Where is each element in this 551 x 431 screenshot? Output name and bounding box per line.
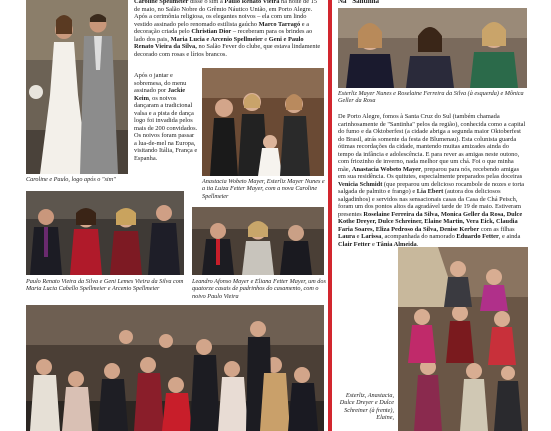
highlighted-name: Paulo Renato Vieira: [224, 0, 280, 5]
highlighted-name: Caroline Spellmeier: [134, 0, 189, 5]
text-run: na noite de 15 de maio, no Salão Nobre do Grêmio Náutico União, em Porto Alegre. Após a cerimônia religiosa, os elegantes noivos – ela com um lindo vestido assinado pelo renomado estilista gaúcho: [134, 0, 318, 28]
highlighted-name: Tânia Almeida: [376, 240, 417, 248]
caption-godparents: Leandro Afonso Mayer e Eliana Fetter Mayer, um dos quatorze casais de padrinhos do casamento, com o noivo Paulo Vieira: [192, 278, 326, 300]
highlighted-name: Geni e Paulo Renato Vieira da Silva,: [134, 35, 304, 50]
text-run: (autora dos deliciosos salgadinhos) e servidos nas sensacionais casas da Casa de Chá Peisch, foram um dos pontos altos da agradável tarde de 19 de maio. Estiveram presentes: [338, 188, 521, 218]
highlighted-name: Eduardo Fetter: [456, 233, 499, 240]
text-run: disse o sim a: [188, 0, 225, 5]
text-run: , acompanhada do namorado: [381, 233, 457, 240]
column-divider: [328, 0, 332, 431]
text-run: no Salão Fever do clube, que estava lindamente decorado com rosas e lírios brancos.: [134, 43, 321, 58]
photo-tea-guests: [398, 247, 528, 431]
text-run: , preparou para nós, recebendo amigas em sua residência. Os quitutes, especialmente preparados pelas doceiras: [338, 165, 523, 180]
highlighted-name: Larissa: [361, 233, 382, 240]
highlighted-name: Venicia Schmidt: [338, 180, 383, 188]
caption-women-with-bride: Anastacia Wobeto Mayer, Esterliz Mayer Nunes e a tia Luiza Fetter Mayer, com a nova Caroline Spellmeier: [202, 178, 325, 200]
text-run: .: [416, 240, 419, 248]
highlighted-name: Anastacia Wobeto Mayer: [351, 165, 421, 173]
text-run: e: [370, 240, 377, 248]
text-run: (que preparou um delicioso rocambole de nozes e torta salgada de palmito e frango) e: [338, 180, 525, 195]
text-run: De Porto Alegre, fomos à Santa Cruz do Sul (também chamada carinhosamente de "Santinha" pelos da região), conhecida como a capital do fumo e da Oktoberfest (a cidade abriga a segunda maior Oktoberfest do Brasil, atrás somente da festa de Blumenau). Esta colunista guarda ótimas recordações da cidade, mantendo muitas amizades ainda do tempo da infância e adolescência. E para rever as amigas neste outono, com friozinho de inverno, nada melhor que um chá. Foi o que minha mãe,: [338, 113, 526, 173]
text-run: – receberam para os brindes ao lado dos pais,: [134, 28, 313, 43]
highlighted-name: Laura: [338, 233, 356, 240]
text-run: e: [262, 35, 269, 43]
photo-women-with-bride: [202, 68, 324, 176]
text-run: Após o jantar e sobremesa, do menu assinado por: [134, 72, 187, 94]
caption-bride-groom: Caroline e Paulo, logo após o "sim": [26, 176, 116, 183]
photo-parents: [26, 191, 184, 275]
caption-tea-guests: Esterliz, Anastacia, Dulce Dreyer e Dulce Schreiner (à frente), Elaine,: [339, 392, 394, 422]
text-run: com as filhas: [479, 225, 515, 233]
photo-godparents: [192, 207, 324, 275]
text-run: e a decoração criada pelo: [134, 20, 310, 35]
text-run: , e ainda: [498, 233, 521, 240]
text-run: , os noivos dançaram a tradicional valsa e a pista de dança logo foi invadida pelos mais de 200 convidados. Os noivos foram passar a lua-de-mel na Europa, visitando Itália, França e Espanha.: [134, 94, 198, 162]
highlighted-name: Marco Tarragó: [258, 20, 301, 28]
photo-bride-groom: [26, 0, 128, 174]
photo-three-women: [338, 8, 527, 88]
section-header: Na "Santinha": [338, 0, 383, 5]
highlighted-name: Maria Lucia e Arcenio Spellmeier: [170, 35, 263, 43]
highlighted-name: Clair Fetter: [338, 240, 371, 248]
highlighted-name: Lia Ebert: [416, 188, 444, 195]
highlighted-name: Roselaine Ferreira da Silva, Monica Geller da Rosa, Dulce Kothe Dreyer, Dulce Schreiner, Elaine Martin, Vera Eick, Claudia Faria Soares, Eliza Pedroso da Silva, Denise Kerber: [338, 210, 523, 233]
tea-party-text: [338, 113, 526, 248]
text-run: e: [355, 233, 362, 240]
caption-three-women: Esterliz Mayer Nunes e Roselaine Ferreira da Silva (à esquerda) e Mônica Geller da Rosa: [338, 90, 524, 105]
caption-parents: Paulo Renato Vieira da Silva e Geni Lemes Vieira da Silva com Maria Lucia Cabello Spellmeier e Arcenio Spellmeier: [26, 278, 184, 293]
highlighted-name: Jackie Keim: [134, 87, 186, 102]
photo-wedding-group: [26, 305, 324, 431]
wedding-intro-text: [134, 0, 323, 58]
highlighted-name: Christian Dior: [191, 28, 232, 35]
wedding-party-text: [134, 72, 198, 162]
